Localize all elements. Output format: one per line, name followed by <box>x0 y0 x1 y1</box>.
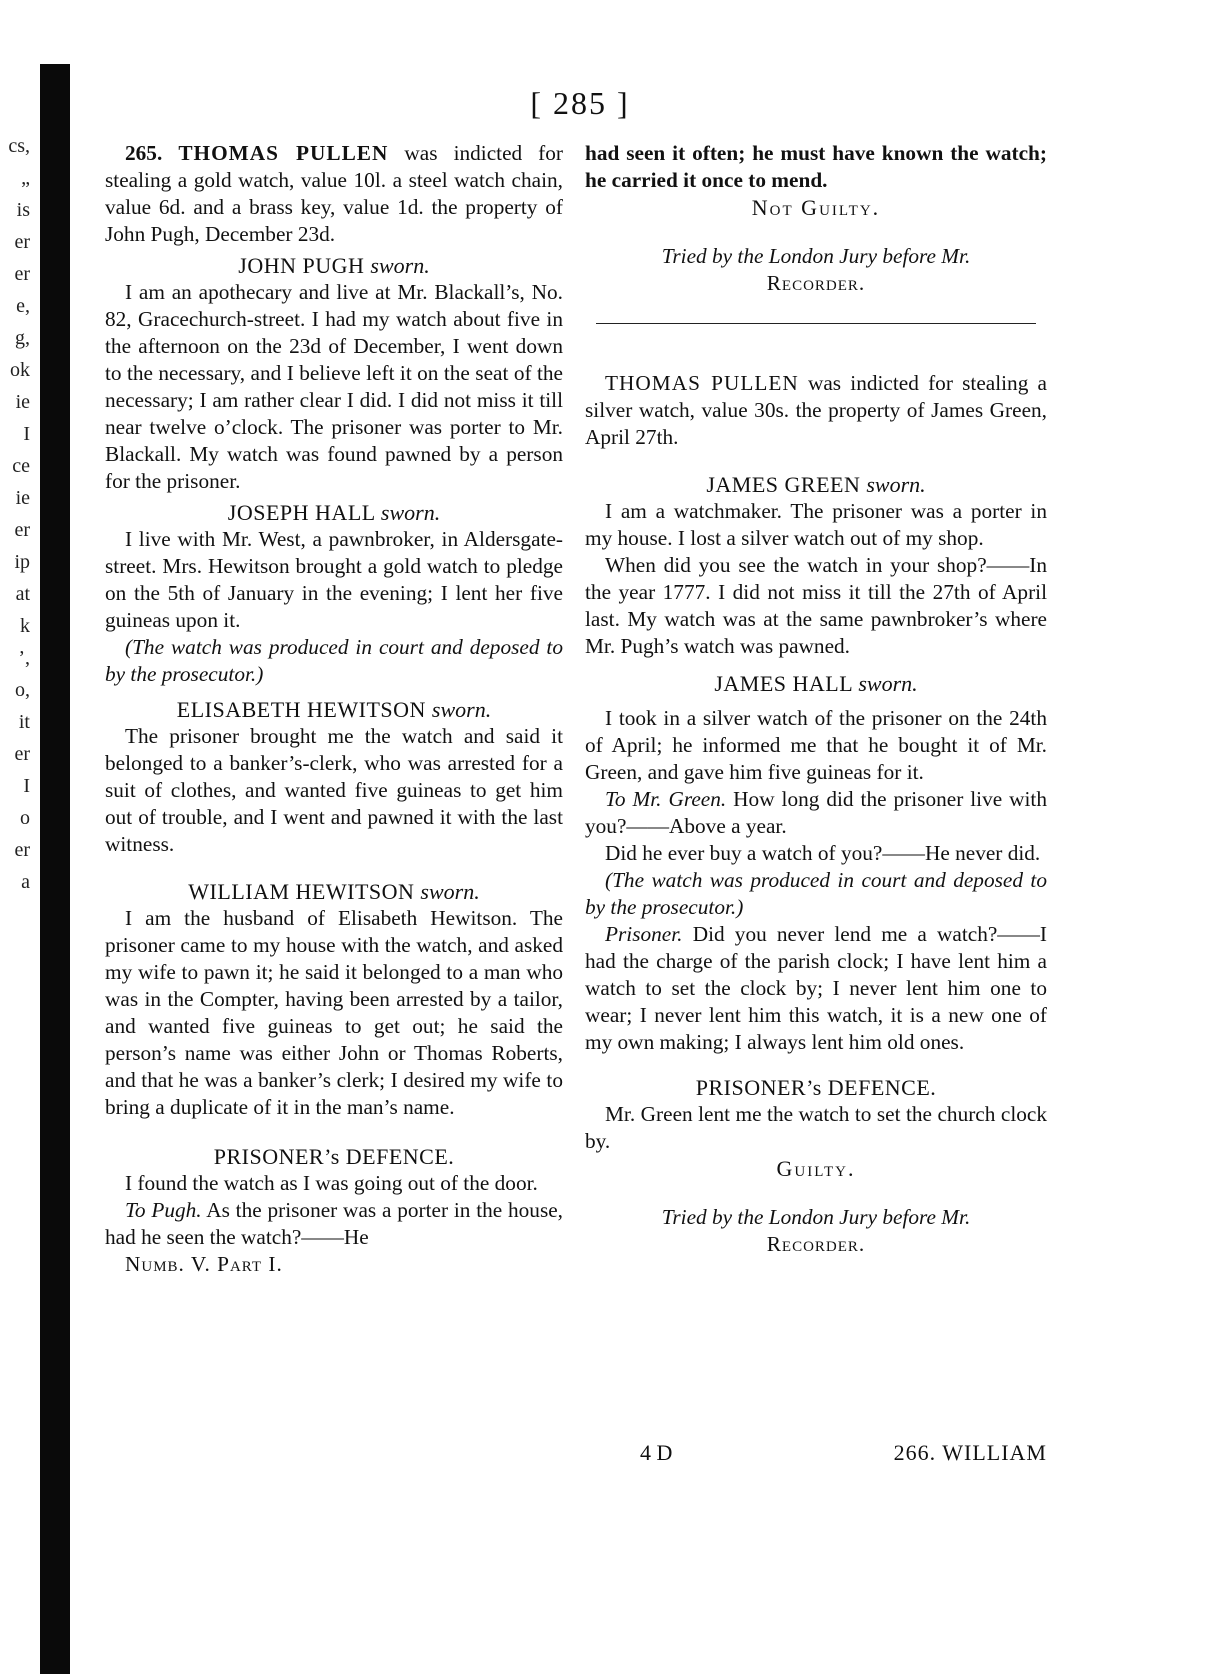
question-addressee: To Mr. Green. <box>605 787 727 811</box>
court-note: (The watch was produced in court and deposed to by the prosecutor.) <box>105 635 563 686</box>
margin-fragment: is <box>16 199 30 221</box>
margin-fragment: I <box>23 775 30 797</box>
witness-heading: JOSEPH HALL sworn. <box>227 500 441 525</box>
prisoner-question <box>585 921 1047 1056</box>
margin-fragment: ce <box>12 455 30 477</box>
question-paragraph: Did he ever buy a watch of you?——He never did. <box>605 841 1041 865</box>
margin-fragment: ip <box>14 551 30 573</box>
testimony-paragraph: I live with Mr. West, a pawnbroker, in Aldersgate-street. Mrs. Hewitson brought a gold watch to pledge on the 5th of January in the evening; I lent her five guineas upon it. <box>105 527 563 632</box>
recorder-line: Recorder. <box>766 271 866 295</box>
catchword: 266. WILLIAM <box>893 1440 1047 1465</box>
margin-fragment: a <box>21 871 30 893</box>
court-note: (The watch was produced in court and deposed to by the prosecutor.) <box>585 868 1047 919</box>
witness-heading: JOHN PUGH sworn. <box>238 253 430 278</box>
margin-fragment: e, <box>16 295 30 317</box>
defence-heading: PRISONER’s DEFENCE. <box>695 1075 937 1100</box>
margin-fragment: at <box>15 583 30 605</box>
question-paragraph <box>105 1197 563 1251</box>
question-text: As the prisoner was a porter in the house, had he seen the watch?——He <box>105 1198 564 1249</box>
margin-fragment: k <box>20 615 30 637</box>
margin-fragment: ’, <box>18 647 30 669</box>
margin-fragment: o <box>20 807 30 829</box>
defence-paragraph: Mr. Green lent me the watch to set the church clock by. <box>585 1102 1047 1153</box>
right-column <box>585 140 1047 1258</box>
testimony-paragraph: When did you see the watch in your shop?——In the year 1777. I did not miss it till the 27th of April last. My watch was at the same pawnbroker’s where Mr. Pugh’s watch was pawned. <box>585 553 1047 658</box>
continued-testimony: had seen it often; he must have known the watch; he carried it once to mend. <box>585 141 1047 192</box>
margin-fragment: er <box>14 231 30 253</box>
question-addressee: To Pugh. <box>125 1198 202 1222</box>
testimony-paragraph: I took in a silver watch of the prisoner on the 24th of April; he informed me that he bought it of Mr. Green, and gave him five guineas for it. <box>585 706 1047 784</box>
verdict: Not Guilty. <box>751 195 881 220</box>
left-column <box>105 140 563 1278</box>
testimony-paragraph: I am an apothecary and live at Mr. Blackall’s, No. 82, Gracechurch-street. I had my watch about five in the afternoon on the 23d of December, I went down to the necessary, and I believe left it on the seat of the necessary; I am rather clear I did. I did not miss it till near twelve o’clock. The prisoner was porter to Mr. Blackall. My watch was found pawned by a person for the prisoner. <box>105 280 563 493</box>
defence-heading: PRISONER’s DEFENCE. <box>213 1144 455 1169</box>
indictment-text: was indicted for stealing a gold watch, value 10l. a steel watch chain, value 6d. and a brass key, value 1d. the property of John Pugh, December 23d. <box>105 141 564 246</box>
printer-signature: 4 D <box>640 1440 673 1465</box>
margin-fragment: er <box>14 839 30 861</box>
case-number: 265. <box>125 141 163 165</box>
prisoner-question-text: Did you never lend me a watch?——I had the charge of the parish clock; I have lent him a watch to set the clock by; I never lent him one to wear; I never lent him this watch, it is a new one of my own making; I always lent him old ones. <box>585 922 1047 1054</box>
margin-fragment: ok <box>10 359 30 381</box>
case-indictment <box>585 370 1047 451</box>
margin-fragment: I <box>23 423 30 445</box>
witness-heading: ELISABETH HEWITSON sworn. <box>176 697 492 722</box>
prisoner-label: Prisoner. <box>605 922 683 946</box>
question-text: How long did the prisoner live with you?——Above a year. <box>585 787 1047 838</box>
testimony-paragraph: I am a watchmaker. The prisoner was a porter in my house. I lost a silver watch out of my shop. <box>585 499 1047 550</box>
defendant-name: THOMAS PULLEN <box>605 371 799 395</box>
margin-fragment: ie <box>15 487 30 509</box>
jury-line: Tried by the London Jury before Mr. <box>661 244 971 268</box>
margin-fragment: er <box>14 263 30 285</box>
margin-fragment: „ <box>21 167 30 189</box>
indictment-text: was indicted for stealing a silver watch, value 30s. the property of James Green, April 27th. <box>585 371 1048 449</box>
witness-heading: JAMES GREEN sworn. <box>706 472 926 497</box>
margin-fragment: er <box>14 519 30 541</box>
issue-footer: Numb. V. Part I. <box>125 1252 283 1276</box>
question-paragraph <box>585 786 1047 840</box>
witness-heading: JAMES HALL sworn. <box>714 671 918 696</box>
verdict: Guilty. <box>776 1156 856 1181</box>
margin-fragment: cs, <box>8 135 30 157</box>
margin-fragment: it <box>18 711 30 733</box>
margin-fragment: g, <box>15 327 30 349</box>
margin-fragment: er <box>14 743 30 765</box>
margin-fragment: ie <box>15 391 30 413</box>
binding-shadow <box>40 64 70 1674</box>
margin-fragment: o, <box>15 679 30 701</box>
testimony-paragraph: I am the husband of Elisabeth Hewitson. The prisoner came to my house with the watch, and asked my wife to pawn it; he said it belonged to a man who was in the Compter, having been arrested by a tailor, and wanted five guineas to get out; he said the person’s name was either John or Thomas Roberts, and that he was a banker’s clerk; I desired my wife to bring a duplicate of it in the man’s name. <box>105 906 563 1119</box>
adjacent-page-fragments <box>0 130 34 1090</box>
defence-paragraph: I found the watch as I was going out of the door. <box>125 1171 538 1195</box>
defendant-name: THOMAS PULLEN <box>178 141 389 165</box>
jury-line: Tried by the London Jury before Mr. <box>661 1205 971 1229</box>
testimony-paragraph: The prisoner brought me the watch and said it belonged to a banker’s-clerk, who was arrested for a suit of clothes, and wanted five guineas to get him out of trouble, and I went and pawned it with the last witness. <box>105 724 563 856</box>
witness-heading: WILLIAM HEWITSON sworn. <box>188 879 480 904</box>
case-265-indictment <box>105 140 563 248</box>
page-number: [ 285 ] <box>530 85 630 121</box>
section-divider <box>596 323 1036 324</box>
recorder-line: Recorder. <box>766 1232 866 1256</box>
